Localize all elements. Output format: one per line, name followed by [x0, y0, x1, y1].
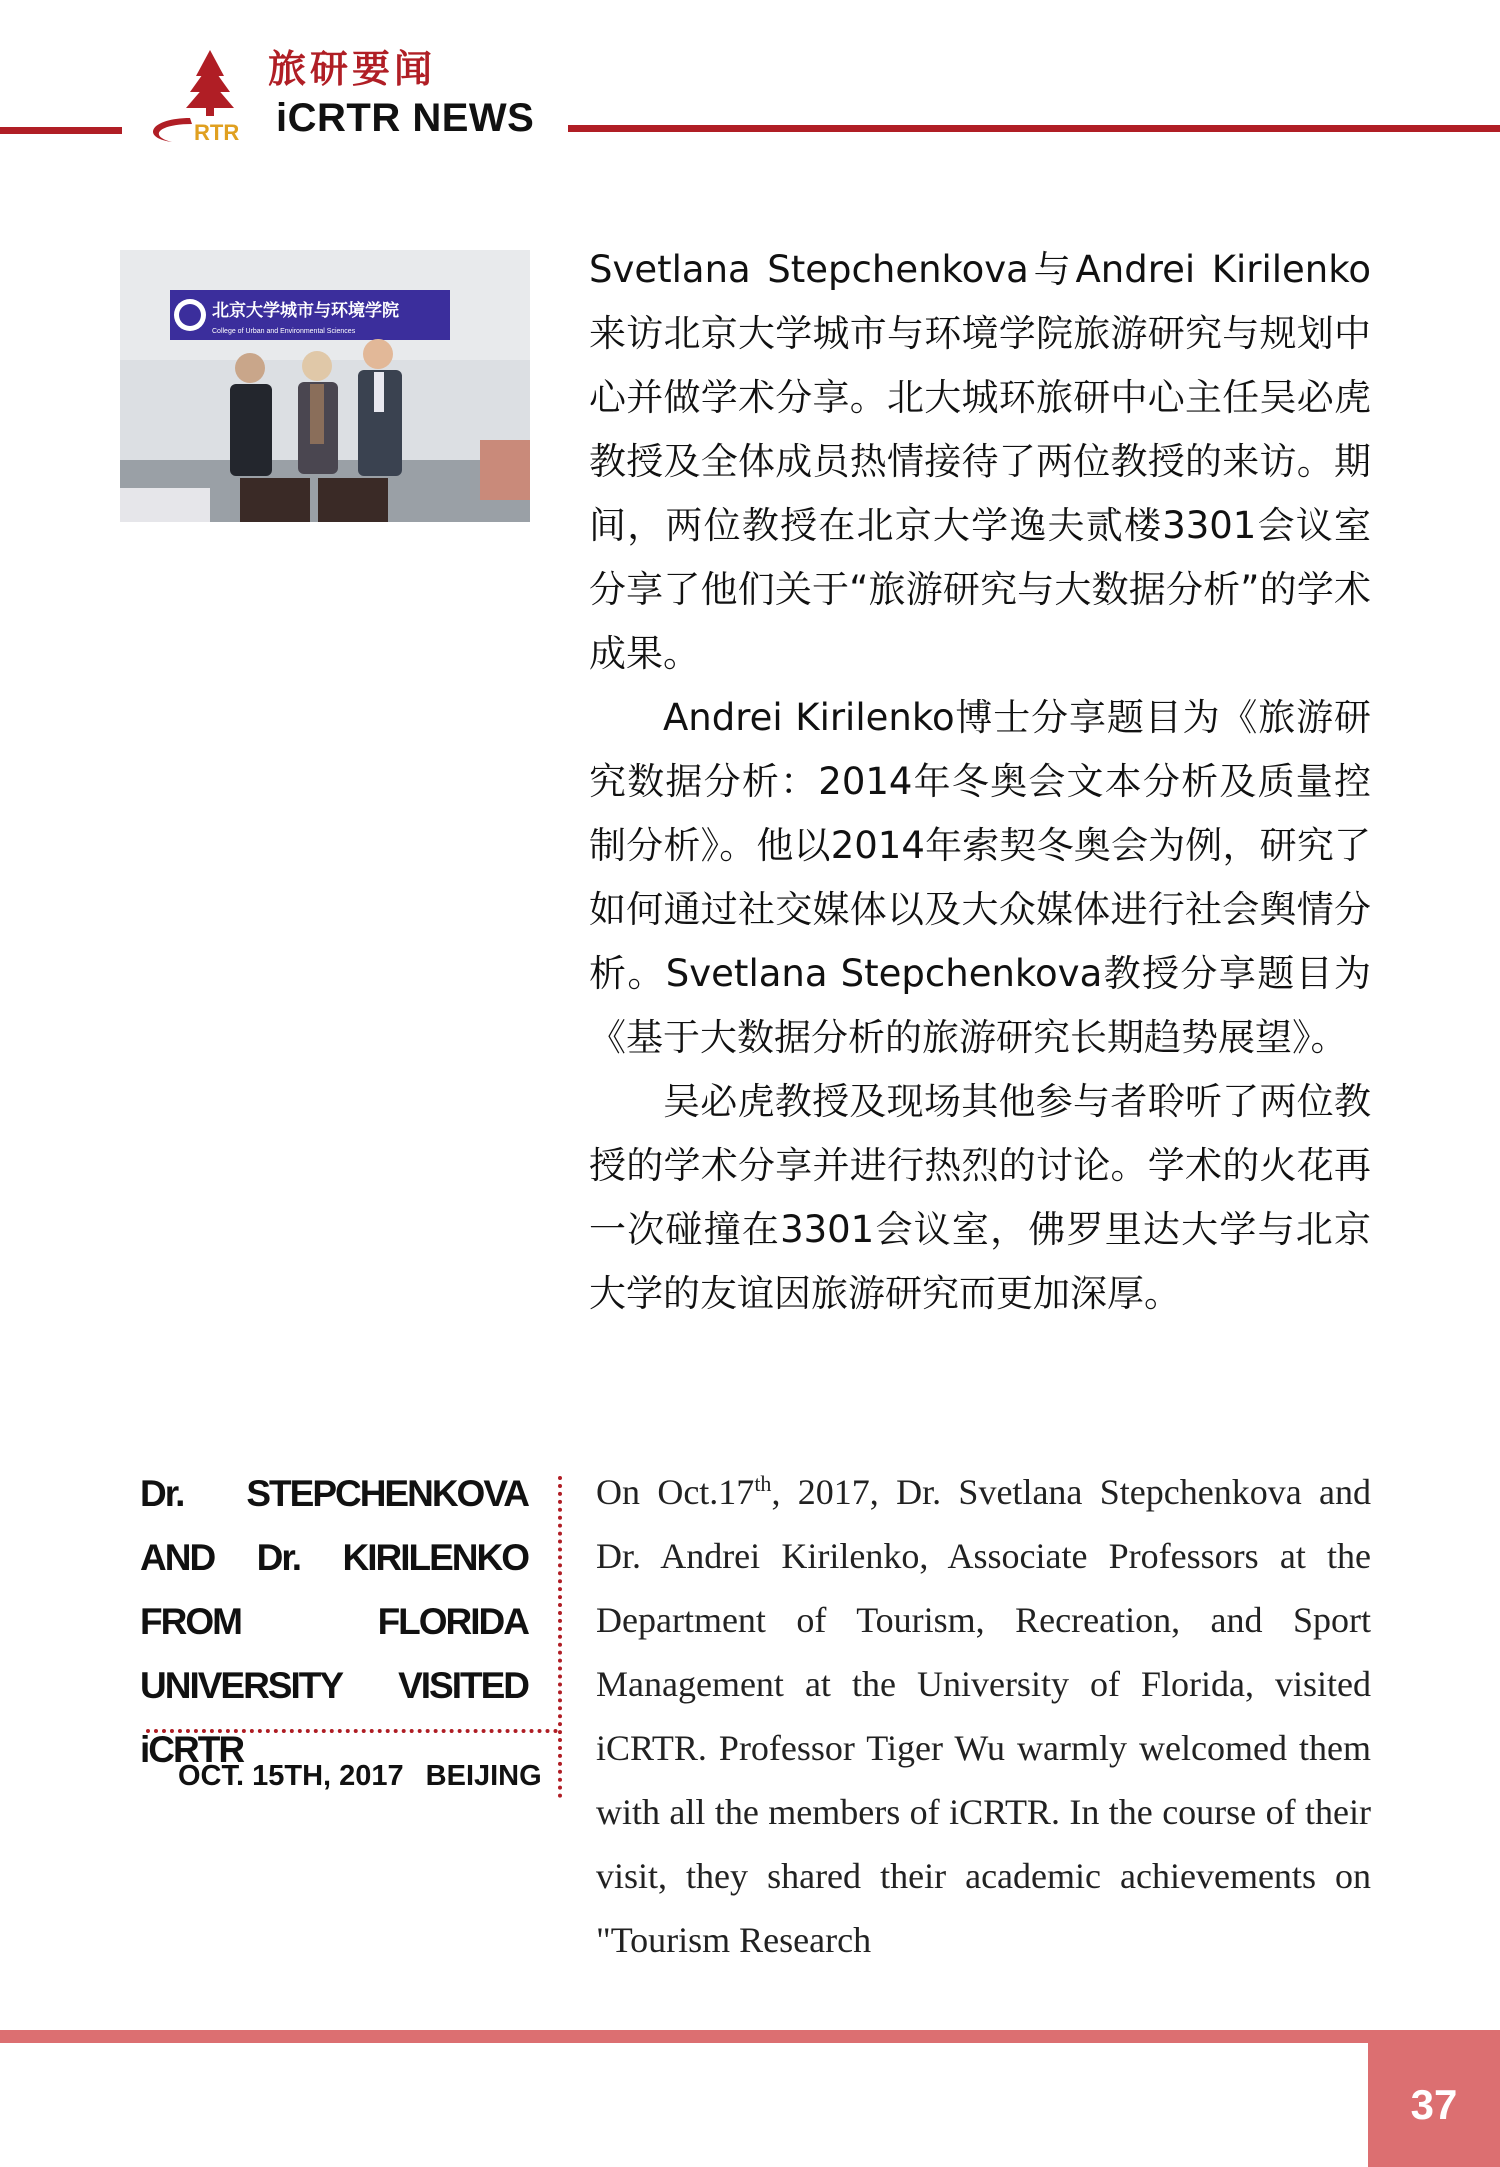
article-title-en: Dr. STEPCHENKOVA AND Dr. KIRILENKO FROM FLORIDA UNIVERSITY VISITED iCRTR	[140, 1473, 528, 1770]
header-rule-right	[568, 125, 1500, 132]
article-location: BEIJING	[425, 1760, 542, 1792]
title-divider-horizontal	[146, 1729, 558, 1733]
article-date: OCT. 15TH, 2017	[178, 1760, 404, 1792]
ordinal-suffix: th	[754, 1471, 772, 1496]
header-title-en: iCRTR NEWS	[276, 96, 535, 140]
header-title-cn: 旅研要闻	[268, 46, 437, 91]
title-divider-vertical	[558, 1476, 562, 1798]
banner-text-en: College of Urban and Environmental Sciences	[212, 328, 356, 335]
article-dateline	[178, 1760, 542, 1793]
article-body-en-rest: , 2017, Dr. Svetlana Stepchenkova and Dr. Andrei Kirilenko, Associate Professors at the Department of Tourism, Recreation, and Sport Management at the University of Florida, visited iCRTR. Professor Tiger Wu warmly welcomed them with all the members of iCRTR. In the course of their visit, they shared their academic achievements on "Tourism Research	[596, 1472, 1371, 1960]
article-paragraph-cn: Svetlana Stepchenkova与Andrei Kirilenko来访北京大学城市与环境学院旅游研究与规划中心并做学术分享。北大城环旅研中心主任吴必虎教授及全体成员热情接待了两位教授的来访。期间，两位教授在北京大学逸夫贰楼3301会议室分享了他们关于“旅游研究与大数据分析”的学术成果。	[589, 248, 1371, 675]
page-number: 37	[1410, 2081, 1458, 2128]
article-paragraph-cn: Andrei Kirilenko博士分享题目为《旅游研究数据分析：2014年冬奥会文本分析及质量控制分析》。他以2014年索契冬奥会为例，研究了如何通过社交媒体以及大众媒体进行社会舆情分析。Svetlana Stepchenkova教授分享题目为《基于大数据分析的旅游研究长期趋势展望》。	[589, 696, 1371, 1059]
article-body-en	[596, 1460, 1371, 1972]
footer-bar	[0, 2030, 1500, 2043]
icrtr-logo	[132, 46, 267, 146]
article-body-en-start: On Oct.17	[596, 1472, 755, 1512]
visit-photo	[120, 250, 530, 522]
banner-text-cn: 北京大学城市与环境学院	[212, 301, 399, 321]
header-rule-left	[0, 127, 122, 134]
article-paragraph-cn: 吴必虎教授及现场其他参与者聆听了两位教授的学术分享并进行热烈的讨论。学术的火花再一次碰撞在3301会议室，佛罗里达大学与北京大学的友谊因旅游研究而更加深厚。	[589, 1080, 1371, 1315]
article-body-cn	[589, 238, 1371, 1326]
logo-text: RTR	[194, 120, 240, 145]
page-number-box	[1368, 2043, 1500, 2167]
